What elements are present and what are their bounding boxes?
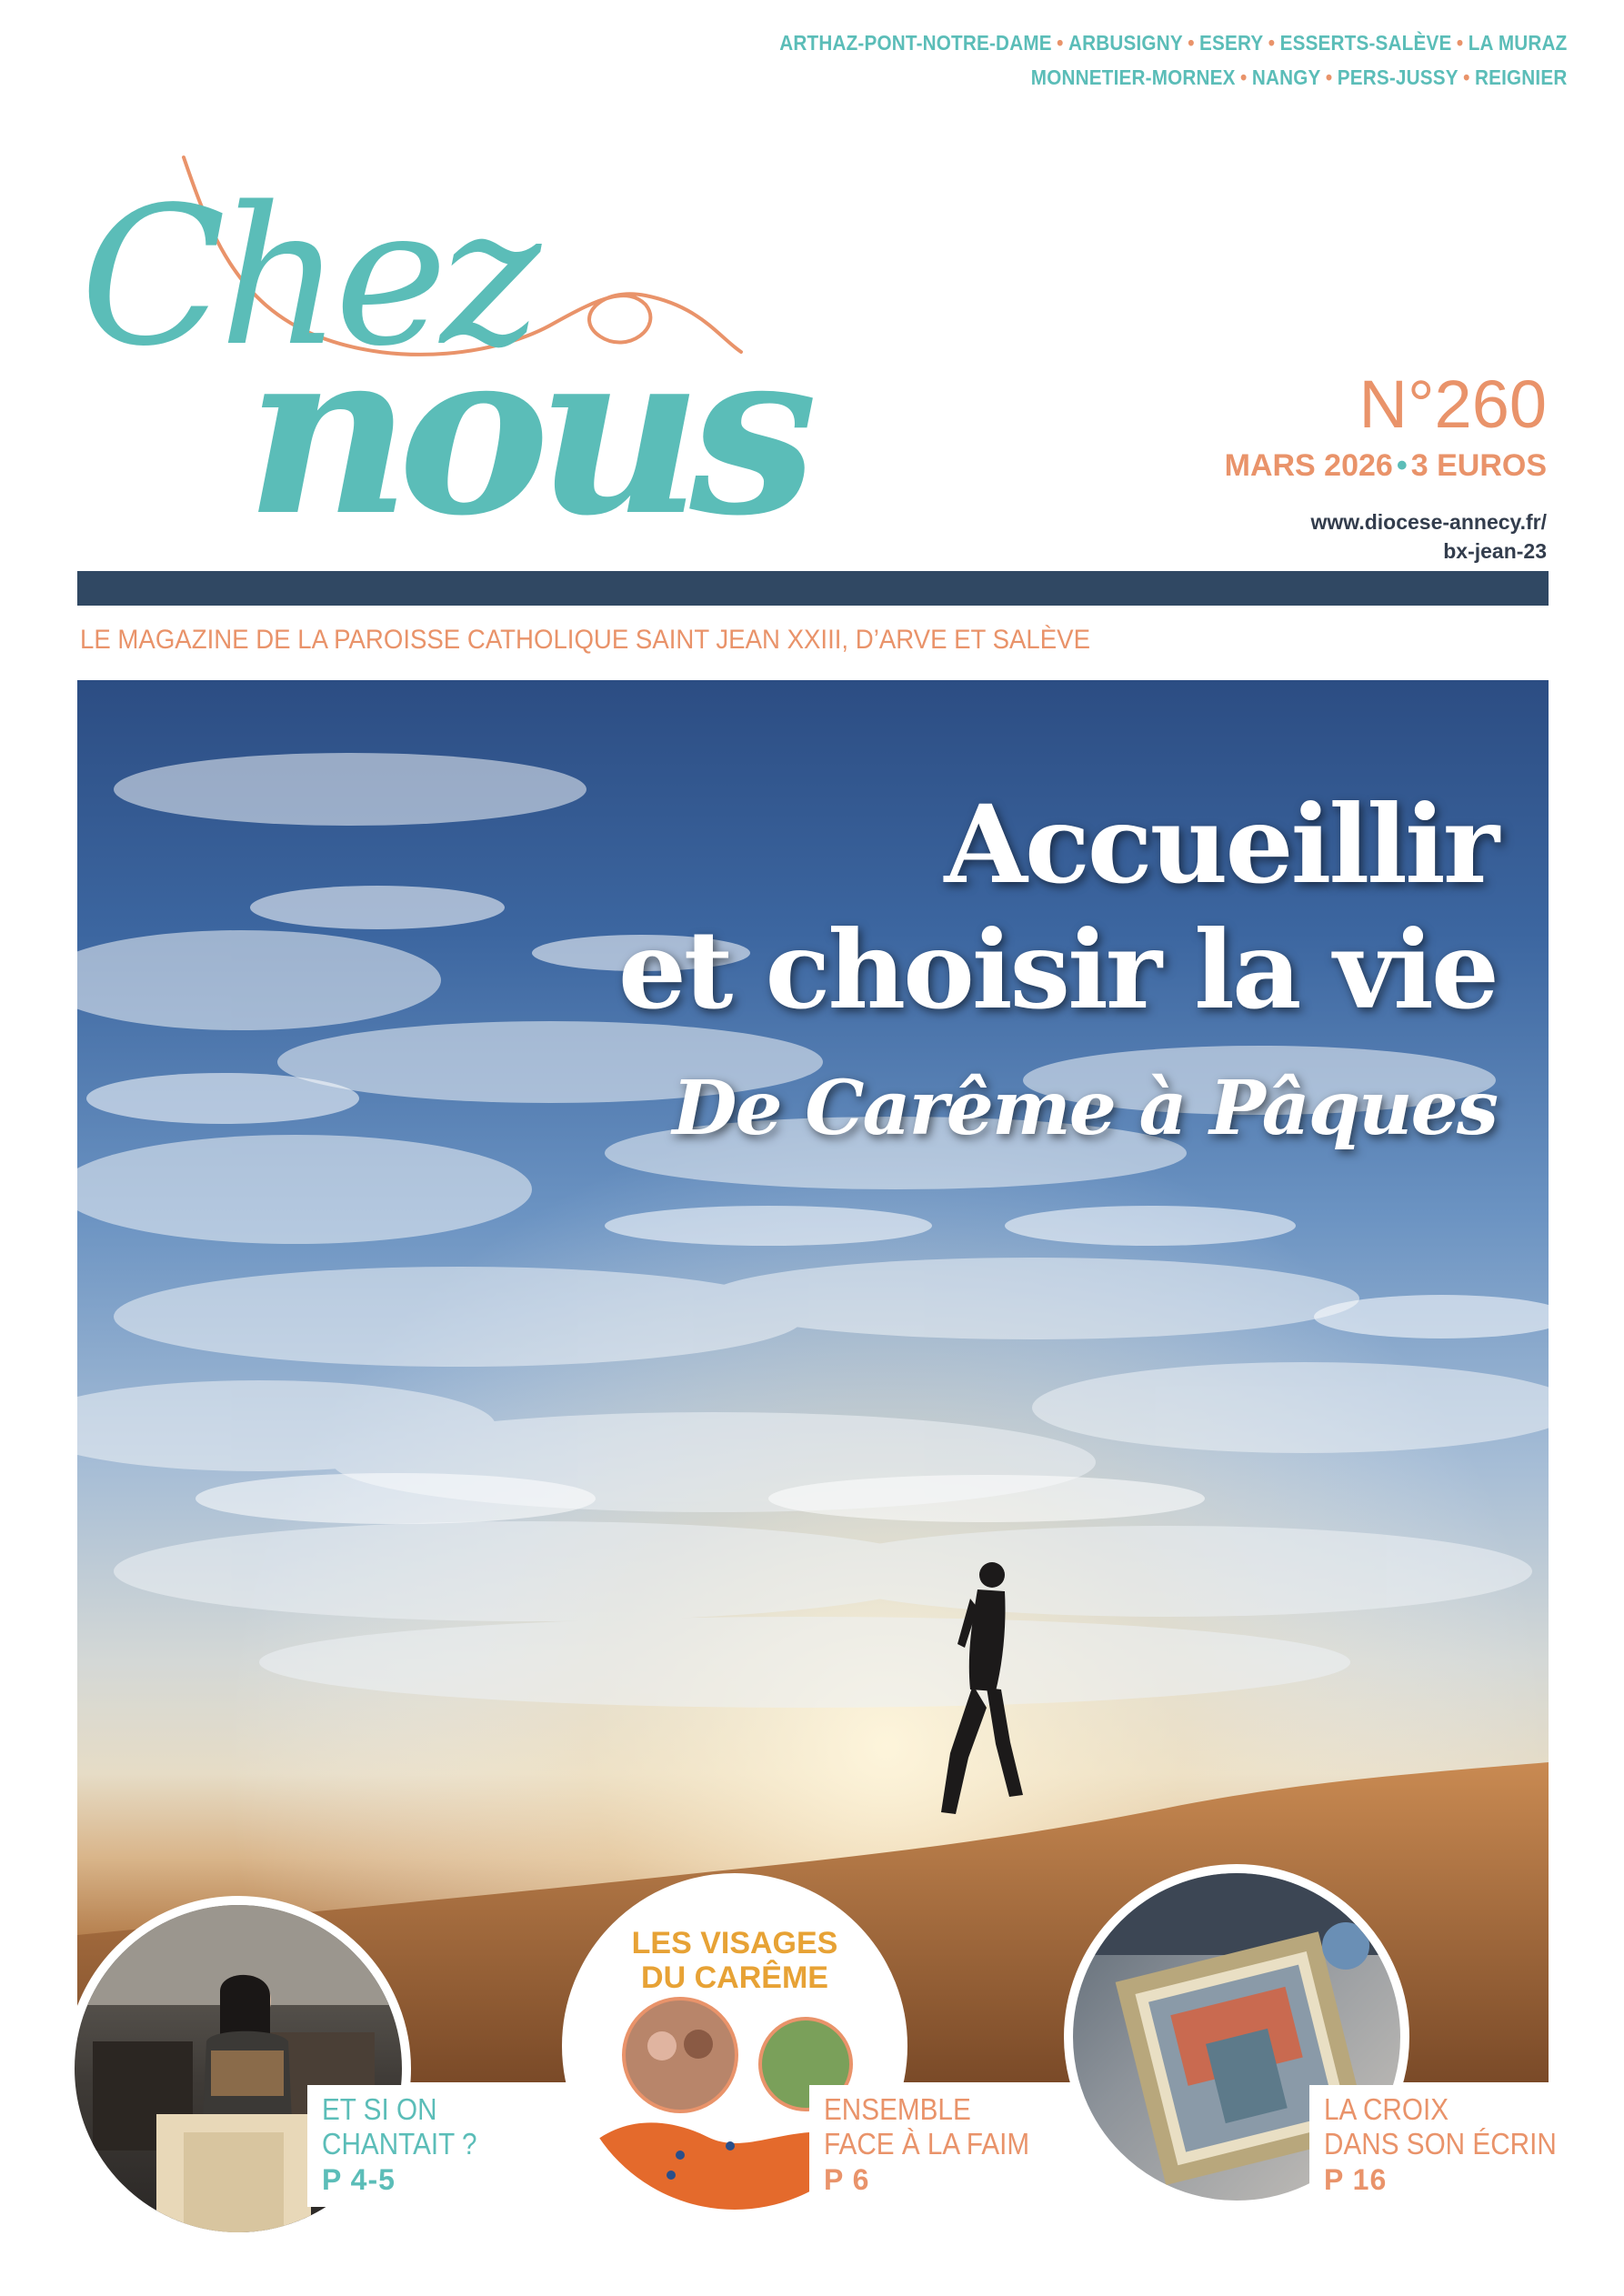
communes-list xyxy=(779,25,1567,95)
website-link[interactable] xyxy=(1311,507,1547,566)
teaser-2-page: P 6 xyxy=(824,2163,870,2196)
commune: REIGNIER xyxy=(1474,65,1567,89)
commune: PERS-JUSSY xyxy=(1337,65,1459,89)
separator: • xyxy=(1396,448,1408,483)
issue-number: N°260 xyxy=(1358,366,1547,442)
teaser-1-title-line-2: CHANTAIT ? xyxy=(322,2127,477,2161)
teaser-1-title-line-1: ET SI ON xyxy=(322,2092,437,2126)
teaser-3-title-line-1: LA CROIX xyxy=(1324,2092,1449,2126)
website-line-2: bx-jean-23 xyxy=(1443,539,1547,563)
communes-line-1 xyxy=(779,25,1567,60)
inset-title xyxy=(571,1926,898,1995)
issue-date: MARS 2026 xyxy=(1224,448,1393,483)
commune: LA MURAZ xyxy=(1468,31,1567,55)
commune: ESERY xyxy=(1198,31,1263,55)
commune: MONNETIER-MORNEX xyxy=(1030,65,1236,89)
teaser-3-caption[interactable] xyxy=(1309,2085,1595,2207)
issue-price: 3 EUROS xyxy=(1410,448,1547,483)
separator: • xyxy=(1462,65,1470,89)
inset-title-line-1: LES VISAGES xyxy=(631,1926,838,1960)
headline-line-1: Accueillir xyxy=(944,781,1497,907)
commune: ARBUSIGNY xyxy=(1068,31,1183,55)
separator: • xyxy=(1456,31,1463,55)
teaser-1-caption[interactable] xyxy=(307,2085,506,2207)
commune: ESSERTS-SALÈVE xyxy=(1279,31,1452,55)
separator: • xyxy=(1239,65,1248,89)
website-line-1: www.diocese-annecy.fr/ xyxy=(1310,510,1547,534)
teaser-3-page: P 16 xyxy=(1324,2163,1388,2196)
teaser-3-title-line-2: DANS SON ÉCRIN xyxy=(1324,2127,1557,2161)
cover-subheadline: De Carême à Pâques xyxy=(672,1065,1497,1152)
magazine-tagline: LE MAGAZINE DE LA PAROISSE CATHOLIQUE SAINT JEAN XXIII, D’ARVE ET SALÈVE xyxy=(80,625,1090,655)
separator: • xyxy=(1056,31,1064,55)
teaser-2-title-line-1: ENSEMBLE xyxy=(824,2092,971,2126)
header-divider-bar xyxy=(77,571,1549,606)
separator: • xyxy=(1268,31,1275,55)
logo-word-chez: Chez xyxy=(80,165,534,388)
inset-title-line-2: DU CARÊME xyxy=(641,1960,828,1995)
communes-line-2 xyxy=(779,60,1567,95)
commune: ARTHAZ-PONT-NOTRE-DAME xyxy=(778,31,1052,55)
teaser-2-title-line-2: FACE À LA FAIM xyxy=(824,2127,1030,2161)
headline-line-2: et choisir la vie xyxy=(617,907,1497,1033)
separator: • xyxy=(1325,65,1332,89)
commune: NANGY xyxy=(1251,65,1321,89)
teaser-1-page: P 4-5 xyxy=(322,2163,396,2196)
teaser-2-caption[interactable] xyxy=(809,2085,1065,2207)
separator: • xyxy=(1187,31,1195,55)
issue-date-price xyxy=(1225,450,1547,481)
cover-headline xyxy=(618,782,1497,1033)
logo-word-nous: nous xyxy=(246,298,806,566)
